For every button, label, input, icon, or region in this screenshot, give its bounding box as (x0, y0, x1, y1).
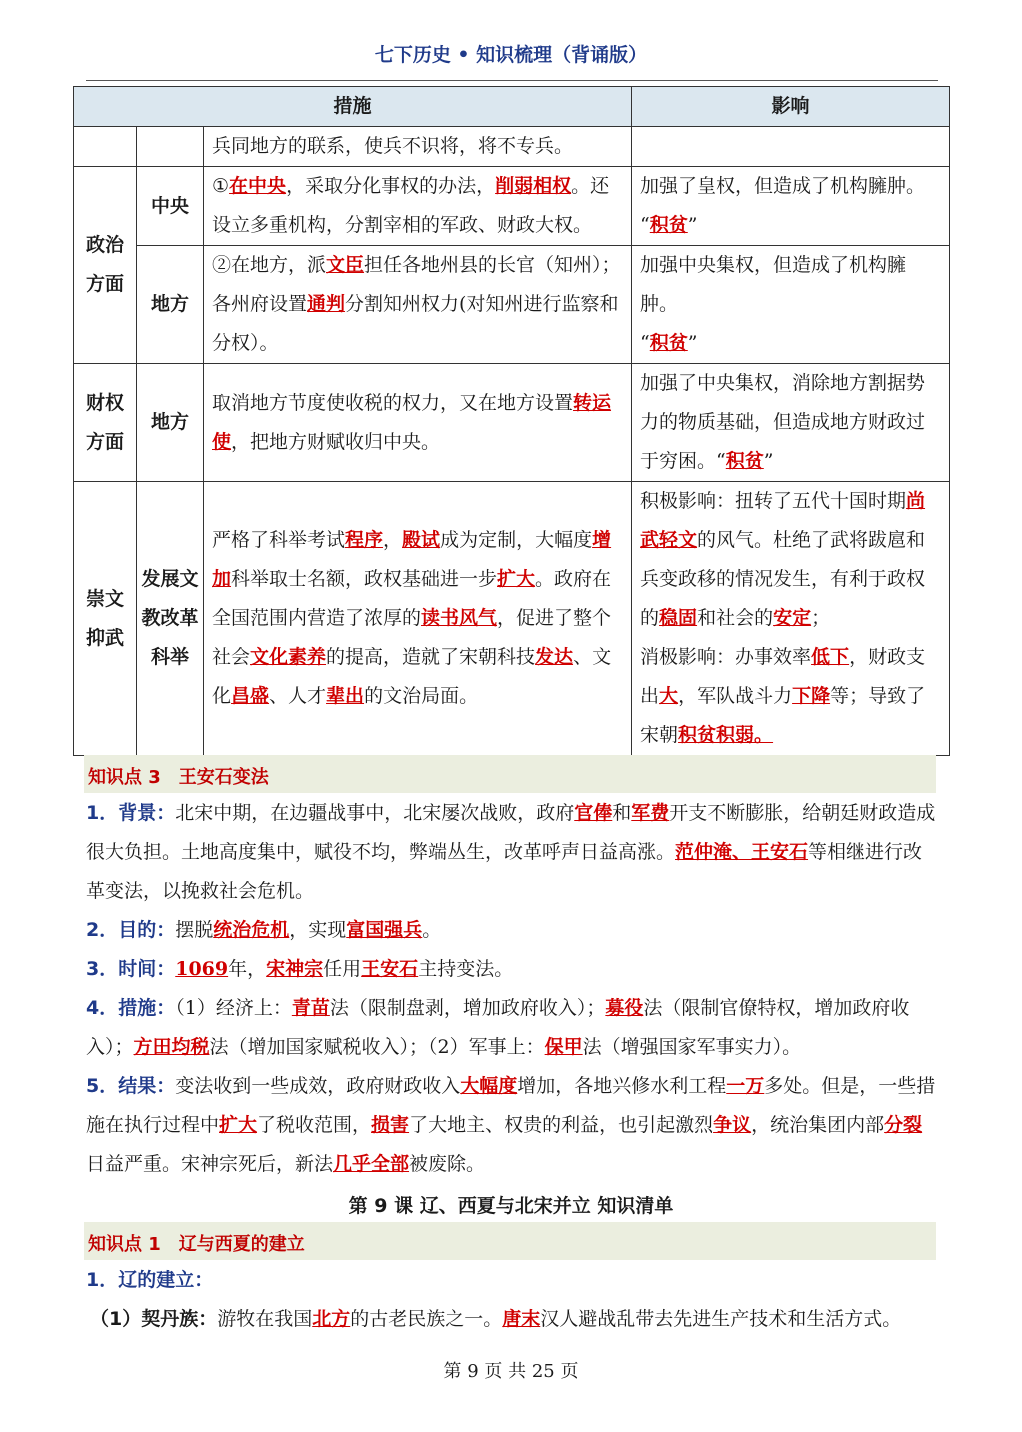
header-divider (86, 80, 938, 81)
category-politics: 政治方面 (74, 167, 137, 364)
effect-cell: 加强了中央集权，消除地方割据势力的物质基础，但造成地方财政过于穷困。“积贫” (632, 364, 950, 482)
subcategory-central: 中央 (137, 167, 204, 246)
category-finance: 财权方面 (74, 364, 137, 482)
table-row (74, 482, 950, 756)
lesson-title: 第 9 课 辽、西夏与北宋并立 知识清单 (348, 1195, 674, 1217)
category-culture: 崇文抑武 (74, 482, 137, 756)
measure-cell: ②在地方，派文臣担任各地州县的长官（知州）；各州府设置通判分割知州权力(对知州进行监察和分权）。 (204, 246, 632, 364)
section-heading-band (84, 755, 936, 793)
paragraph-background: 1．背景：北宋中期，在边疆战事中，北宋屡次战败，政府官俸和军费开支不断膨胀，给朝廷财政造成很大负担。土地高度集中，赋役不均，弊端丛生，改革呼声日益高涨。范仲淹、王安石等相继进行改革变法，以挽救社会危机。 (86, 802, 936, 902)
table-row (74, 127, 950, 167)
effect-cell: 加强了皇权，但造成了机构臃肿。 “积贫” (632, 167, 950, 246)
section-heading-band (84, 1222, 936, 1260)
measure-cell: 严格了科举考试程序，殿试成为定制，大幅度增加科举取士名额，政权基础进一步扩大。政府在全国范围内营造了浓厚的读书风气，促进了整个社会文化素养的提高，造就了宋朝科技发达、文化昌盛、人才辈出的文治局面。 (204, 482, 632, 756)
page-number: 第 9 页 共 25 页 (443, 1361, 579, 1382)
document-header-title: 七下历史 • 知识梳理（背诵版） (374, 44, 648, 66)
subheading-liao: 1．辽的建立： (86, 1269, 214, 1291)
col-header-measures: 措施 (74, 87, 632, 127)
table-row (74, 246, 950, 364)
paragraph-result: 5．结果：变法收到一些成效，政府财政收入大幅度增加，各地兴修水利工程一万多处。但是，一些措施在执行过程中扩大了税收范围，损害了大地主、权贵的利益，也引起激烈争议，统治集团内部分裂日益严重。宋神宗死后，新法几乎全部被废除。 (86, 1075, 936, 1175)
measure-cell: 兵同地方的联系，使兵不识将，将不专兵。 (204, 127, 632, 167)
effect-cell: 积极影响：扭转了五代十国时期尚武轻文的风气。杜绝了武将跋扈和兵变政移的情况发生，有利于政权的稳固和社会的安定； 消极影响：办事效率低下，财政支出大，军队战斗力下降等；导致了宋朝积贫积弱。 (632, 482, 950, 756)
subcategory-local: 地方 (137, 246, 204, 364)
reform-measures-table (73, 86, 950, 756)
effect-cell: 加强中央集权，但造成了机构臃肿。 “积贫” (632, 246, 950, 364)
table-row (74, 167, 950, 246)
paragraph-khitan: （1）契丹族：游牧在我国北方的古老民族之一。唐末汉人避战乱带去先进生产技术和生活方式。 (90, 1308, 902, 1330)
section-heading: 知识点 1 辽与西夏的建立 (88, 1234, 305, 1255)
table-header-row (74, 87, 950, 127)
paragraph-time: 3．时间：1069年，宋神宗任用王安石主持变法。 (86, 958, 514, 980)
table-row (74, 364, 950, 482)
paragraph-purpose: 2．目的：摆脱统治危机，实现富国强兵。 (86, 919, 442, 941)
measure-cell: ①在中央，采取分化事权的办法，削弱相权。还设立多重机构，分割宰相的军政、财政大权。 (204, 167, 632, 246)
empty-cell (137, 127, 204, 167)
col-header-effects: 影响 (632, 87, 950, 127)
measure-cell: 取消地方节度使收税的权力，又在地方设置转运使，把地方财赋收归中央。 (204, 364, 632, 482)
section-heading: 知识点 3 王安石变法 (88, 767, 269, 788)
effect-cell (632, 127, 950, 167)
paragraph-measures: 4．措施：（1）经济上：青苗法（限制盘剥，增加政府收入）；募役法（限制官僚特权，增加政府收入）；方田均税法（增加国家赋税收入）；（2）军事上：保甲法（增强国家军事实力）。 (86, 997, 910, 1058)
empty-cell (74, 127, 137, 167)
subcategory-education: 发展文教改革科举 (137, 482, 204, 756)
subcategory-local: 地方 (137, 364, 204, 482)
